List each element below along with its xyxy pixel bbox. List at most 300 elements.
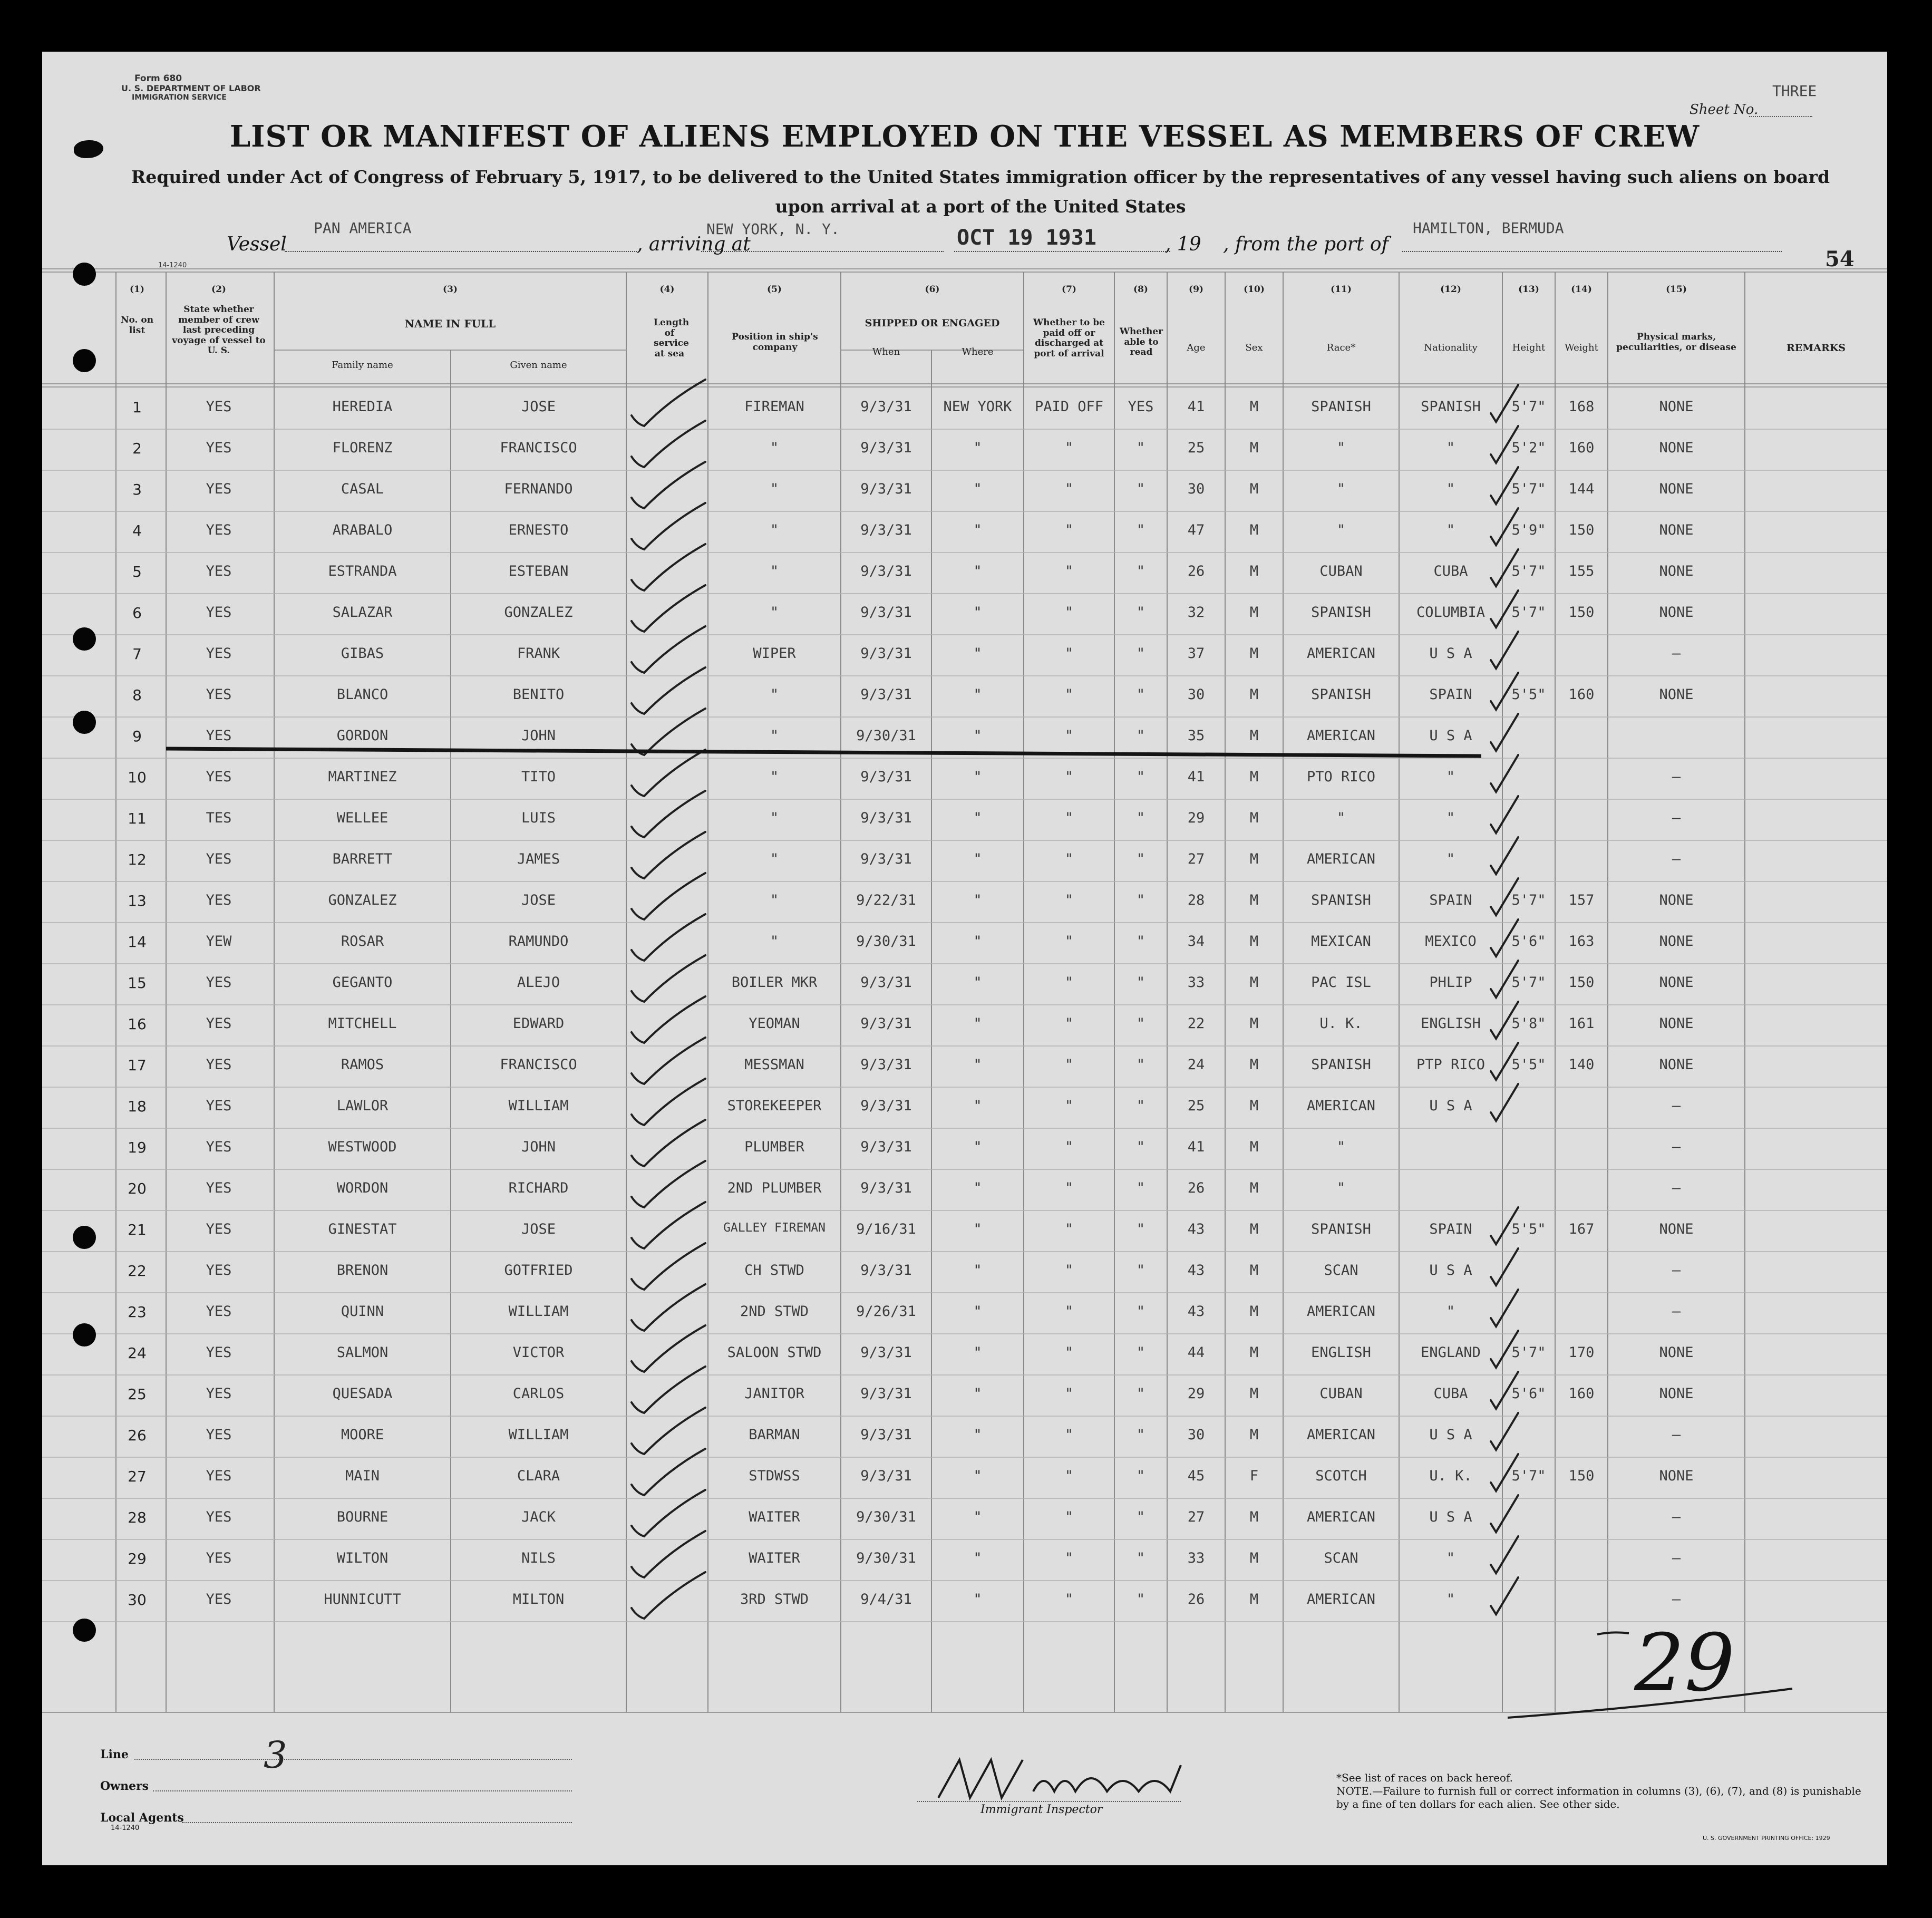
cell-race: SPANISH [1311,686,1371,703]
cell-sex: M [1249,1098,1259,1114]
cell-no: 21 [128,1221,147,1238]
service-check-mark [632,914,705,961]
cell-family: SALMON [336,1344,389,1361]
cell-prev: YES [206,399,232,415]
cell-age: 29 [1187,810,1205,826]
cell-when: 9/3/31 [860,1386,912,1402]
sheet-number-value: THREE [1772,82,1817,100]
cell-read: " [1136,851,1145,867]
col14-header: Weight [1565,342,1598,353]
cell-given: FRANK [517,645,560,662]
cell-position: GALLEY FIREMAN [723,1221,826,1235]
cell-age: 28 [1187,892,1205,908]
cell-age: 30 [1187,1427,1205,1443]
cell-position: " [770,728,779,744]
col12-number: (12) [1440,284,1461,295]
col4-number: (4) [659,284,675,295]
cell-read: " [1136,810,1145,826]
cell-given: JOSE [521,399,556,415]
cell-race: SCAN [1324,1262,1358,1278]
cell-race: SPANISH [1311,399,1371,415]
cell-given: TITO [521,769,556,785]
cell-no: 12 [128,851,147,868]
cell-height: 5'2" [1511,440,1546,456]
cell-paid: " [1064,769,1074,785]
cell-paid: " [1064,728,1074,744]
col13-number: (13) [1518,284,1539,295]
cell-marks: NONE [1659,522,1694,538]
cell-prev: YES [206,481,232,497]
cell-family: BLANCO [336,686,389,703]
arriving-label: , arriving at [637,234,751,255]
cell-paid: " [1064,1098,1074,1114]
col3-given-header: Given name [510,360,567,371]
cell-sex: M [1249,1015,1259,1032]
cell-where: " [973,1344,982,1361]
cell-position: WAITER [749,1550,800,1566]
cell-position: " [770,892,779,908]
cell-where: " [973,728,982,744]
cell-nationality: " [1446,440,1455,456]
cell-paid: " [1064,933,1074,950]
cell-sex: M [1249,522,1259,538]
cell-when: 9/30/31 [856,1550,916,1566]
nationality-check-mark [1491,1413,1518,1450]
cell-race: PTO RICO [1306,769,1376,785]
cell-where: " [973,1098,982,1114]
cell-sex: M [1249,1344,1259,1361]
cell-nationality: " [1446,851,1455,867]
cell-race: ENGLISH [1311,1344,1371,1361]
service-check-mark [632,750,705,796]
cell-race: " [1336,440,1346,456]
cell-where: " [973,810,982,826]
cell-weight: 160 [1568,1386,1595,1402]
cell-read: " [1136,1550,1145,1566]
cell-paid: " [1064,974,1074,991]
cell-read: " [1136,1468,1145,1484]
cell-family: FLORENZ [332,440,393,456]
col8-header: Whether able to read [1119,326,1163,358]
cell-read: " [1136,522,1145,538]
cell-paid: " [1064,1427,1074,1443]
total-dash [1597,1632,1629,1634]
cell-marks: NONE [1659,1057,1694,1073]
cell-sex: M [1249,481,1259,497]
cell-race: SPANISH [1311,604,1371,621]
cell-given: JOHN [521,728,556,744]
col11-header: Race* [1326,342,1356,353]
cell-no: 27 [128,1468,147,1485]
cell-nationality: " [1446,522,1455,538]
cell-weight: 168 [1568,399,1595,415]
form-code: 14-1240 [158,261,187,269]
service-check-mark [632,503,705,549]
cell-family: BRENON [336,1262,389,1278]
cell-weight: 150 [1568,1468,1595,1484]
nationality-check-mark [1491,878,1518,915]
cell-age: 47 [1187,522,1205,538]
row-9-strike-line [166,749,1481,756]
cell-paid: " [1064,481,1074,497]
nationality-check-mark [1491,1372,1518,1409]
cell-prev: YES [206,1550,232,1566]
cell-where: " [973,1591,982,1607]
cell-age: 30 [1187,481,1205,497]
cell-family: LAWLOR [336,1098,389,1114]
cell-age: 25 [1187,1098,1205,1114]
cell-prev: YES [206,1139,232,1155]
cell-nationality: " [1446,1303,1455,1320]
from-port: HAMILTON, BERMUDA [1413,219,1564,237]
arriving-port: NEW YORK, N. Y. [706,220,840,238]
cell-height: 5'6" [1511,1386,1546,1402]
cell-sex: M [1249,1550,1259,1566]
cell-where: " [973,481,982,497]
cell-where: " [973,686,982,703]
cell-race: AMERICAN [1306,1591,1376,1607]
cell-age: 24 [1187,1057,1205,1073]
col9-header: Age [1187,342,1206,353]
cell-marks: — [1672,1509,1681,1525]
cell-race: SPANISH [1311,892,1371,908]
cell-nationality: PTP RICO [1416,1057,1486,1073]
cell-sex: M [1249,1221,1259,1237]
service-check-mark [632,380,705,426]
cell-given: CLARA [517,1468,560,1484]
cell-prev: YES [206,892,232,908]
cell-no: 15 [128,974,147,992]
cell-where: " [973,1303,982,1320]
cell-nationality: " [1446,769,1455,785]
col3-header: NAME IN FULL [404,317,496,330]
nationality-check-mark [1491,919,1518,956]
signature-mark [938,1760,1181,1798]
cell-read: " [1136,563,1145,579]
cell-race: AMERICAN [1306,728,1376,744]
cell-position: 2ND PLUMBER [727,1180,822,1196]
nationality-check-mark [1491,673,1518,710]
col15-number: (15) [1666,284,1687,295]
binder-hole [73,1323,96,1347]
cell-race: " [1336,1180,1346,1196]
cell-sex: M [1249,810,1259,826]
nationality-check-mark [1491,632,1518,669]
col1-header: No. on list [120,315,154,336]
cell-marks: — [1672,1427,1681,1443]
cell-marks: NONE [1659,933,1694,950]
cell-age: 26 [1187,1180,1205,1196]
cell-where: " [973,1468,982,1484]
cell-no: 2 [132,440,142,457]
cell-no: 10 [128,769,147,786]
cell-marks: NONE [1659,1015,1694,1032]
cell-paid: " [1064,1180,1074,1196]
cell-weight: 150 [1568,522,1595,538]
cell-age: 41 [1187,399,1205,415]
cell-family: MITCHELL [328,1015,397,1032]
cell-read: " [1136,686,1145,703]
cell-age: 33 [1187,1550,1205,1566]
cell-height: 5'7" [1511,974,1546,991]
cell-height: 5'5" [1511,1221,1546,1237]
cell-age: 43 [1187,1262,1205,1278]
cell-marks: NONE [1659,892,1694,908]
cell-sex: M [1249,563,1259,579]
cell-read: " [1136,1180,1145,1196]
service-check-mark [632,1243,705,1290]
cell-nationality: SPANISH [1421,399,1481,415]
cell-race: " [1336,481,1346,497]
cell-when: 9/3/31 [860,563,912,579]
cell-where: " [973,1139,982,1155]
cell-nationality: ENGLISH [1421,1015,1481,1032]
cell-position: 2ND STWD [740,1303,809,1320]
cell-paid: " [1064,1591,1074,1607]
service-check-mark [632,1408,705,1454]
service-check-mark [632,1161,705,1207]
cell-marks: NONE [1659,563,1694,579]
col7-number: (7) [1062,284,1076,295]
binder-hole [73,711,96,734]
vessel-label: Vessel [227,234,287,255]
cell-where: " [973,1180,982,1196]
nationality-check-mark [1491,1536,1518,1573]
cell-position: WAITER [749,1509,800,1525]
cell-no: 26 [128,1427,147,1444]
cell-paid: " [1064,1303,1074,1320]
cell-paid: " [1064,1509,1074,1525]
cell-age: 25 [1187,440,1205,456]
cell-family: CASAL [341,481,384,497]
cell-where: " [973,1262,982,1278]
cell-family: WORDON [336,1180,389,1196]
cell-age: 32 [1187,604,1205,621]
cell-age: 37 [1187,645,1205,662]
cell-nationality: MEXICO [1425,933,1477,950]
service-check-mark [632,1367,705,1413]
cell-paid: " [1064,1344,1074,1361]
ink-annotations [42,52,1887,1865]
cell-given: WILLIAM [508,1427,569,1443]
cell-read: " [1136,1591,1145,1607]
cell-when: 9/3/31 [860,1262,912,1278]
cell-age: 44 [1187,1344,1205,1361]
col3-number: (3) [443,284,458,295]
cell-when: 9/3/31 [860,1139,912,1155]
cell-nationality: " [1446,1591,1455,1607]
cell-where: " [973,1221,982,1237]
cell-when: 9/3/31 [860,1344,912,1361]
cell-race: AMERICAN [1306,1427,1376,1443]
nationality-check-mark [1491,467,1518,504]
cell-marks: — [1672,1591,1681,1607]
service-check-mark [632,1325,705,1372]
binder-hole [73,263,96,286]
cell-no: 7 [132,645,142,663]
cell-paid: " [1064,645,1074,662]
cell-family: BARRETT [332,851,393,867]
cell-read: " [1136,1098,1145,1114]
cell-family: RAMOS [341,1057,384,1073]
nationality-check-mark [1491,796,1518,833]
service-check-mark [632,709,705,755]
cell-given: VICTOR [512,1344,565,1361]
cell-nationality: CUBA [1433,1386,1468,1402]
cell-sex: M [1249,728,1259,744]
cell-marks: NONE [1659,686,1694,703]
cell-nationality: U S A [1429,1098,1472,1114]
cell-paid: " [1064,1468,1074,1484]
cell-nationality: U S A [1429,1509,1472,1525]
cell-when: 9/30/31 [856,728,916,744]
cell-family: HEREDIA [332,399,393,415]
cell-given: EDWARD [512,1015,565,1032]
cell-sex: M [1249,769,1259,785]
cell-race: " [1336,810,1346,826]
cell-marks: — [1672,1262,1681,1278]
cell-no: 19 [128,1139,147,1156]
col10-number: (10) [1244,284,1265,295]
cell-read: " [1136,645,1145,662]
cell-paid: " [1064,686,1074,703]
local-agents-label: Local Agents [100,1811,184,1825]
service-check-mark [632,421,705,467]
cell-sex: F [1249,1468,1259,1484]
printer-note: U. S. GOVERNMENT PRINTING OFFICE: 1929 [1703,1835,1830,1842]
cell-marks: NONE [1659,481,1694,497]
cell-read: " [1136,974,1145,991]
cell-where: " [973,440,982,456]
cell-weight: 160 [1568,440,1595,456]
cell-given: JOSE [521,1221,556,1237]
cell-sex: M [1249,645,1259,662]
cell-marks: — [1672,851,1681,867]
cell-family: MARTINEZ [328,769,397,785]
total-count: 29 [1634,1617,1735,1709]
cell-sex: M [1249,851,1259,867]
cell-given: FERNANDO [504,481,573,497]
cell-read: " [1136,604,1145,621]
cell-age: 45 [1187,1468,1205,1484]
cell-nationality: ENGLAND [1421,1344,1481,1361]
cell-prev: YES [206,1221,232,1237]
cell-family: WILTON [336,1550,389,1566]
cell-marks: — [1672,1180,1681,1196]
cell-no: 30 [128,1591,147,1609]
service: IMMIGRATION SERVICE [132,93,227,102]
vessel-name: PAN AMERICA [314,219,412,237]
cell-nationality: U S A [1429,645,1472,662]
service-check-mark [632,1038,705,1084]
cell-position: " [770,604,779,621]
cell-position: FIREMAN [744,399,804,415]
cell-nationality: " [1446,810,1455,826]
page-number: 54 [1825,247,1855,272]
cell-position: WIPER [753,645,796,662]
cell-weight: 170 [1568,1344,1595,1361]
arrival-date-stamp: OCT 19 1931 [957,226,1096,250]
cell-paid: " [1064,1057,1074,1073]
binder-hole [73,627,96,651]
service-check-mark [632,832,705,878]
cell-race: AMERICAN [1306,1509,1376,1525]
nationality-check-mark [1491,1495,1518,1532]
cell-marks: NONE [1659,974,1694,991]
cell-position: STOREKEEPER [727,1098,822,1114]
cell-position: " [770,440,779,456]
cell-paid: " [1064,522,1074,538]
line-value: 3 [264,1733,287,1777]
cell-position: " [770,769,779,785]
cell-height: 5'9" [1511,522,1546,538]
cell-family: ARABALO [332,522,393,538]
cell-no: 16 [128,1015,147,1033]
cell-marks: — [1672,810,1681,826]
cell-sex: M [1249,974,1259,991]
cell-height: 5'7" [1511,604,1546,621]
nationality-check-mark [1491,426,1518,463]
cell-where: " [973,1509,982,1525]
year-label: , 19 [1165,234,1201,255]
page-subtitle: Required under Act of Congress of February 5, 1917, to be delivered to the United States immigration officer by the representatives of any vessel having such aliens on board upon arrival at a port of the United States [131,167,1830,217]
service-check-mark [632,585,705,632]
cell-age: 29 [1187,1386,1205,1402]
cell-no: 5 [132,563,142,580]
cell-given: FRANCISCO [500,1057,577,1073]
cell-sex: M [1249,1139,1259,1155]
nationality-check-mark [1491,837,1518,874]
cell-given: GOTFRIED [504,1262,573,1278]
cell-position: BOILER MKR [731,974,818,991]
col4-header: Length of service at sea [654,317,690,359]
cell-given: WILLIAM [508,1098,569,1114]
cell-given: JAMES [517,851,560,867]
cell-read: " [1136,1303,1145,1320]
cell-where: " [973,974,982,991]
cell-height: 5'6" [1511,933,1546,950]
cell-weight: 160 [1568,686,1595,703]
cell-sex: M [1249,1591,1259,1607]
service-check-mark [632,1284,705,1331]
service-check-mark [632,626,705,673]
cell-no: 28 [128,1509,147,1526]
cell-prev: YES [206,1509,232,1525]
cell-prev: YES [206,1057,232,1073]
cell-position: CH STWD [744,1262,804,1278]
cell-age: 30 [1187,686,1205,703]
cell-family: GONZALEZ [328,892,397,908]
cell-age: 34 [1187,933,1205,950]
line-label: Line [100,1748,129,1761]
cell-where: " [973,1550,982,1566]
cell-height: 5'7" [1511,892,1546,908]
cell-position: STDWSS [749,1468,800,1484]
cell-paid: " [1064,1139,1074,1155]
cell-weight: 150 [1568,604,1595,621]
cell-weight: 157 [1568,892,1595,908]
cell-position: SALOON STWD [727,1344,822,1361]
cell-given: JOSE [521,892,556,908]
nationality-check-mark [1491,1248,1518,1285]
cell-read: " [1136,1344,1145,1361]
cell-read: " [1136,1427,1145,1443]
cell-where: " [973,933,982,950]
cell-given: WILLIAM [508,1303,569,1320]
cell-height: 5'7" [1511,399,1546,415]
cell-sex: M [1249,440,1259,456]
cell-where: " [973,1015,982,1032]
